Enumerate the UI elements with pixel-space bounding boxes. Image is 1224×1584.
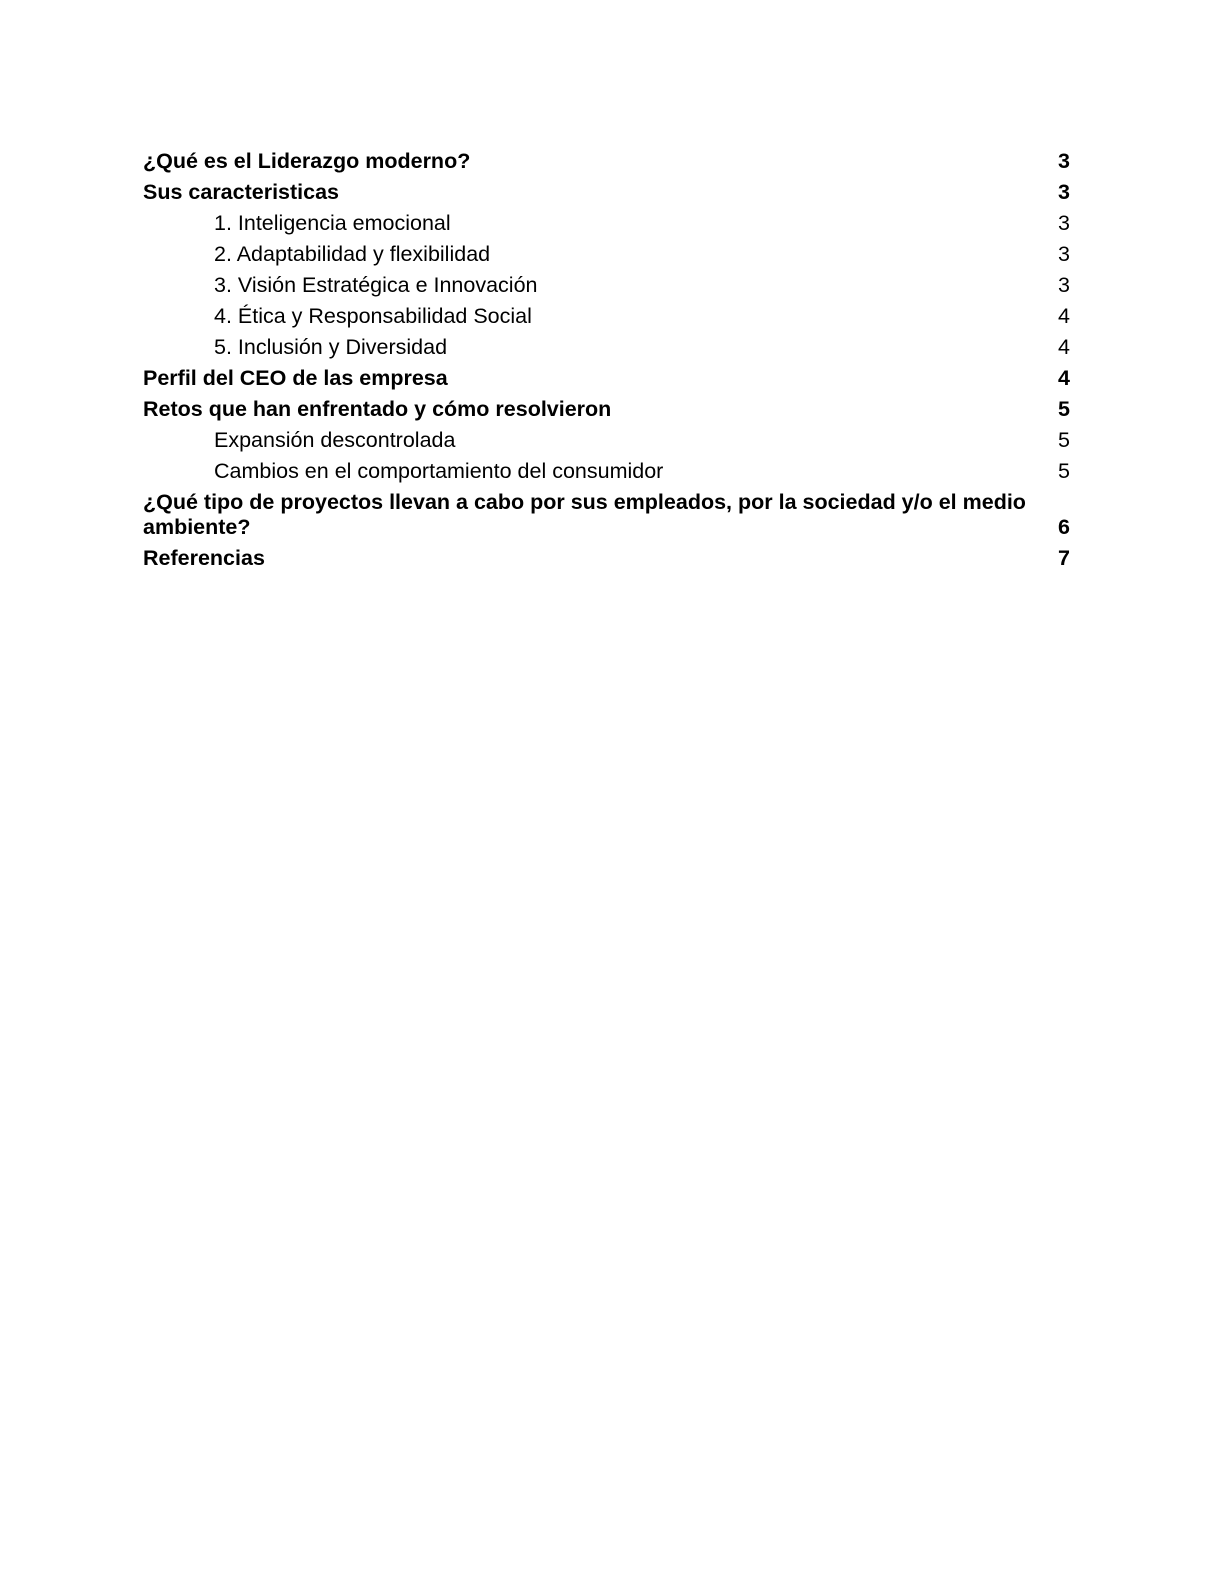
- toc-entry-title: Expansión descontrolada: [214, 428, 456, 452]
- toc-entry-page-number: 4: [1058, 304, 1070, 328]
- toc-entry-page-number: 3: [1058, 211, 1070, 235]
- table-of-contents: [143, 146, 1070, 574]
- toc-entry-title: ¿Qué tipo de proyectos llevan a cabo por sus empleados, por la sociedad y/o el medio ambiente?: [143, 490, 1026, 539]
- toc-entry-page-number: 4: [1058, 366, 1070, 390]
- toc-entry-proyectos[interactable]: [143, 487, 1070, 543]
- toc-entry-title: 5. Inclusión y Diversidad: [214, 335, 448, 359]
- toc-entry-inclusion[interactable]: [143, 332, 1070, 363]
- toc-entry-page-number: 5: [1058, 428, 1070, 452]
- toc-entry-title: Perfil del CEO de las empresa: [143, 366, 448, 390]
- toc-entry-caracteristicas[interactable]: [143, 177, 1070, 208]
- toc-entry-adaptabilidad[interactable]: [143, 239, 1070, 270]
- toc-entry-title: 3. Visión Estratégica e Innovación: [214, 273, 538, 297]
- toc-entry-page-number: 5: [1058, 459, 1070, 483]
- toc-entry-referencias[interactable]: [143, 543, 1070, 574]
- toc-entry-liderazgo-moderno[interactable]: [143, 146, 1070, 177]
- toc-entry-title: Sus caracteristicas: [143, 180, 340, 204]
- toc-entry-etica[interactable]: [143, 301, 1070, 332]
- toc-entry-title: 2. Adaptabilidad y flexibilidad: [214, 242, 491, 266]
- toc-entry-page-number: 7: [1058, 546, 1070, 570]
- toc-entry-page-number: 6: [1058, 515, 1070, 539]
- toc-entry-title: 4. Ética y Responsabilidad Social: [214, 304, 532, 328]
- toc-entry-perfil-ceo[interactable]: [143, 363, 1070, 394]
- toc-entry-page-number: 5: [1058, 397, 1070, 421]
- toc-entry-title: 1. Inteligencia emocional: [214, 211, 451, 235]
- toc-entry-page-number: 3: [1058, 180, 1070, 204]
- toc-entry-page-number: 3: [1058, 273, 1070, 297]
- toc-entry-page-number: 3: [1058, 242, 1070, 266]
- toc-entry-cambios-consumidor[interactable]: [143, 456, 1070, 487]
- toc-entry-page-number: 4: [1058, 335, 1070, 359]
- toc-entry-vision-estrategica[interactable]: [143, 270, 1070, 301]
- toc-entry-title: ¿Qué es el Liderazgo moderno?: [143, 149, 471, 173]
- toc-entry-retos[interactable]: [143, 394, 1070, 425]
- toc-entry-title: Retos que han enfrentado y cómo resolvieron: [143, 397, 612, 421]
- toc-entry-inteligencia-emocional[interactable]: [143, 208, 1070, 239]
- toc-entry-expansion[interactable]: [143, 425, 1070, 456]
- toc-entry-page-number: 3: [1058, 149, 1070, 173]
- toc-entry-title: Referencias: [143, 546, 265, 570]
- toc-entry-title: Cambios en el comportamiento del consumidor: [214, 459, 664, 483]
